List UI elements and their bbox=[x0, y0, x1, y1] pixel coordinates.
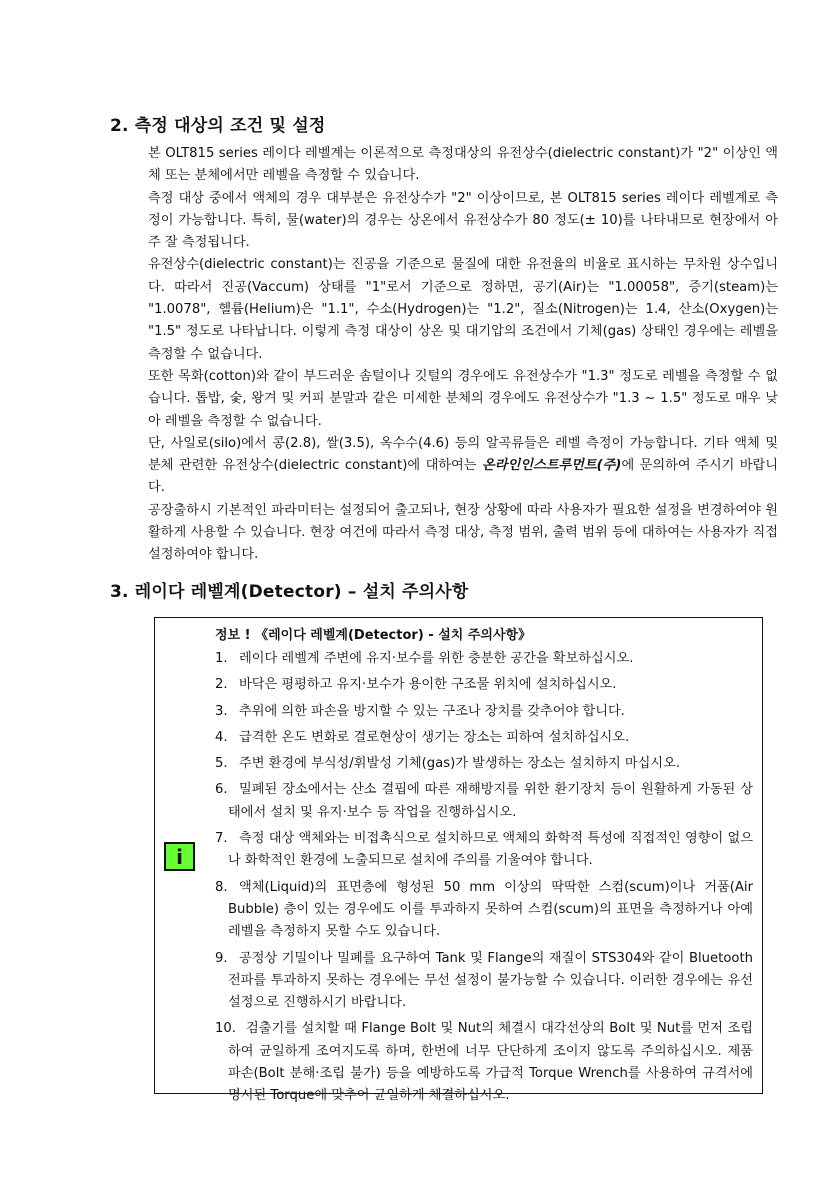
list-item bbox=[215, 828, 753, 873]
paragraph-5-text: 단, 사일로(silo)에서 콩(2.8), 쌀(3.5), 옥수수(4.6) 등의 알곡류들은 레벨 측정이 가능합니다. 기타 액체 및 분체 관련한 유전상수(dielectric constant)에 대하여는 bbox=[148, 435, 778, 474]
list-item bbox=[215, 877, 753, 944]
item-number: 7. bbox=[215, 831, 228, 847]
item-number: 3. bbox=[215, 703, 228, 719]
paragraph-1: 본 OLT815 series 레이다 레벨계는 이론적으로 측정대상의 유전상수(dielectric constant)가 "2" 이상인 액체 또는 분체에서만 레벨을 측정할 수 있습니다. bbox=[148, 146, 778, 184]
item-text: 바닥은 평평하고 유지·보수가 용이한 구조물 위치에 설치하십시오. bbox=[239, 677, 617, 693]
item-number: 4. bbox=[215, 729, 228, 745]
paragraph-6: 공장출하시 기본적인 파라미터는 설정되어 출고되나, 현장 상황에 따라 사용자가 필요한 설정을 변경하여야 원활하게 사용할 수 있습니다. 현장 여건에 따라서 측정 대상, 측정 범위, 출력 범위 등에 대하여는 사용자가 직접 설정하여야 합니다. bbox=[148, 502, 778, 563]
list-item bbox=[215, 701, 753, 723]
list-item bbox=[215, 674, 753, 696]
list-item bbox=[215, 753, 753, 775]
item-text: 추위에 의한 파손을 방지할 수 있는 구조나 장치를 갖추어야 합니다. bbox=[239, 703, 625, 719]
item-text: 주변 환경에 부식성/휘발성 기체(gas)가 발생하는 장소는 설치하지 마십시오. bbox=[239, 756, 681, 772]
item-text: 액체(Liquid)의 표면층에 형성된 50 mm 이상의 딱딱한 스컴(scum)이나 거품(Air Bubble) 층이 있는 경우에도 이를 투과하지 못하여 스컴(scum)의 표면을 측정하거나 아예 레벨을 측정하지 못할 수도 있습니다. bbox=[228, 879, 753, 940]
section-2-heading: 2. 측정 대상의 조건 및 설정 bbox=[110, 116, 326, 136]
item-number: 6. bbox=[215, 782, 228, 798]
item-number: 2. bbox=[215, 677, 228, 693]
item-text: 공정상 기밀이나 밀폐를 요구하여 Tank 및 Flange의 재질이 STS304와 같이 Bluetooth 전파를 투과하지 못하는 경우에는 무선 설정이 불가능할 수 있습니다. 이러한 경우에는 유선 설정으로 진행하시기 바랍니다. bbox=[228, 950, 753, 1011]
company-name: 온라인인스트루먼트(주) bbox=[482, 458, 622, 474]
section-3-heading: 3. 레이다 레벨계(Detector) – 설치 주의사항 bbox=[110, 582, 469, 602]
paragraph-5 bbox=[148, 433, 778, 500]
item-text: 레이다 레벨계 주변에 유지·보수를 위한 충분한 공간을 확보하십시오. bbox=[239, 651, 634, 666]
paragraph-3: 유전상수(dielectric constant)는 진공을 기준으로 물질에 대한 유전율의 비율로 표시하는 무차원 상수입니다. 따라서 진공(Vaccum) 상태를 "1"로서 기준으로 정하면, 공기(Air)는 "1.00058", 증기(steam)는 "1.0078", 헬륨(Helium)은 "1.1", 수소(Hydrogen)는 "1.2", 질소(Nitrogen)는 1.4, 산소(Oxygen)는 "1.5" 정도로 나타납니다. 이렇게 측정 대상이 상온 및 대기압의 조건에서 기체(gas) 상태인 경우에는 레벨을 측정할 수 없습니다. bbox=[148, 257, 778, 362]
item-text: 검출기를 설치할 때 Flange Bolt 및 Nut의 체결시 대각선상의 Bolt 및 Nut를 먼저 조립하여 균일하게 조여지도록 하며, 한번에 너무 단단하게 조이지 않도록 주의하십시오. 제품 파손(Bolt 분해·조립 불가) 등을 예방하도록 가급적 Torque Wrench를 사용하여 규격서에 명시된 Torque에 맞추어 균일하게 체결하십시오. bbox=[228, 1021, 753, 1104]
list-item bbox=[215, 779, 753, 824]
item-text: 밀폐된 장소에서는 산소 결핍에 따른 재해방지를 위한 환기장치 등이 원활하게 가동된 상태에서 설치 및 유지·보수 등 작업을 진행하십시오. bbox=[228, 782, 753, 820]
item-number: 8. bbox=[215, 879, 228, 895]
list-item bbox=[215, 648, 753, 670]
list-item bbox=[215, 727, 753, 749]
item-text: 측정 대상 액체와는 비접촉식으로 설치하므로 액체의 화학적 특성에 직접적인 영향이 없으나 화학적인 환경에 노출되므로 설치에 주의를 기울여야 합니다. bbox=[228, 831, 753, 869]
info-icon: i bbox=[164, 842, 195, 871]
info-title: 정보 ! 《레이다 레벨계(Detector) - 설치 주의사항》 bbox=[215, 628, 532, 643]
section-2-body bbox=[148, 143, 778, 567]
item-number: 10. bbox=[215, 1021, 236, 1037]
precautions-list bbox=[215, 648, 753, 1112]
paragraph-4: 또한 목화(cotton)와 같이 부드러운 솜털이나 깃털의 경우에도 유전상수가 "1.3" 정도로 레벨을 측정할 수 없습니다. 톱밥, 숯, 왕겨 및 커피 분말과 같은 미세한 분체의 경우에도 유전상수가 "1.3 ~ 1.5" 정도로 매우 낮아 레벨을 측정할 수 없습니다. bbox=[148, 368, 778, 429]
item-text: 급격한 온도 변화로 결로현상이 생기는 장소는 피하여 설치하십시오. bbox=[239, 729, 630, 745]
paragraph-2: 측정 대상 중에서 액체의 경우 대부분은 유전상수가 "2" 이상이므로, 본 OLT815 series 레이다 레벨계로 측정이 가능합니다. 특히, 물(water)의 경우는 상온에서 유전상수가 80 정도(± 10)를 나타내므로 현장에서 아주 잘 측정됩니다. bbox=[148, 190, 778, 251]
item-number: 1. bbox=[215, 651, 228, 666]
item-number: 9. bbox=[215, 950, 228, 966]
list-item bbox=[215, 948, 753, 1015]
list-item bbox=[215, 1018, 753, 1107]
item-number: 5. bbox=[215, 756, 228, 772]
paragraph-5-tail: 에 문의하여 주시기 바랍니다. bbox=[148, 458, 778, 496]
